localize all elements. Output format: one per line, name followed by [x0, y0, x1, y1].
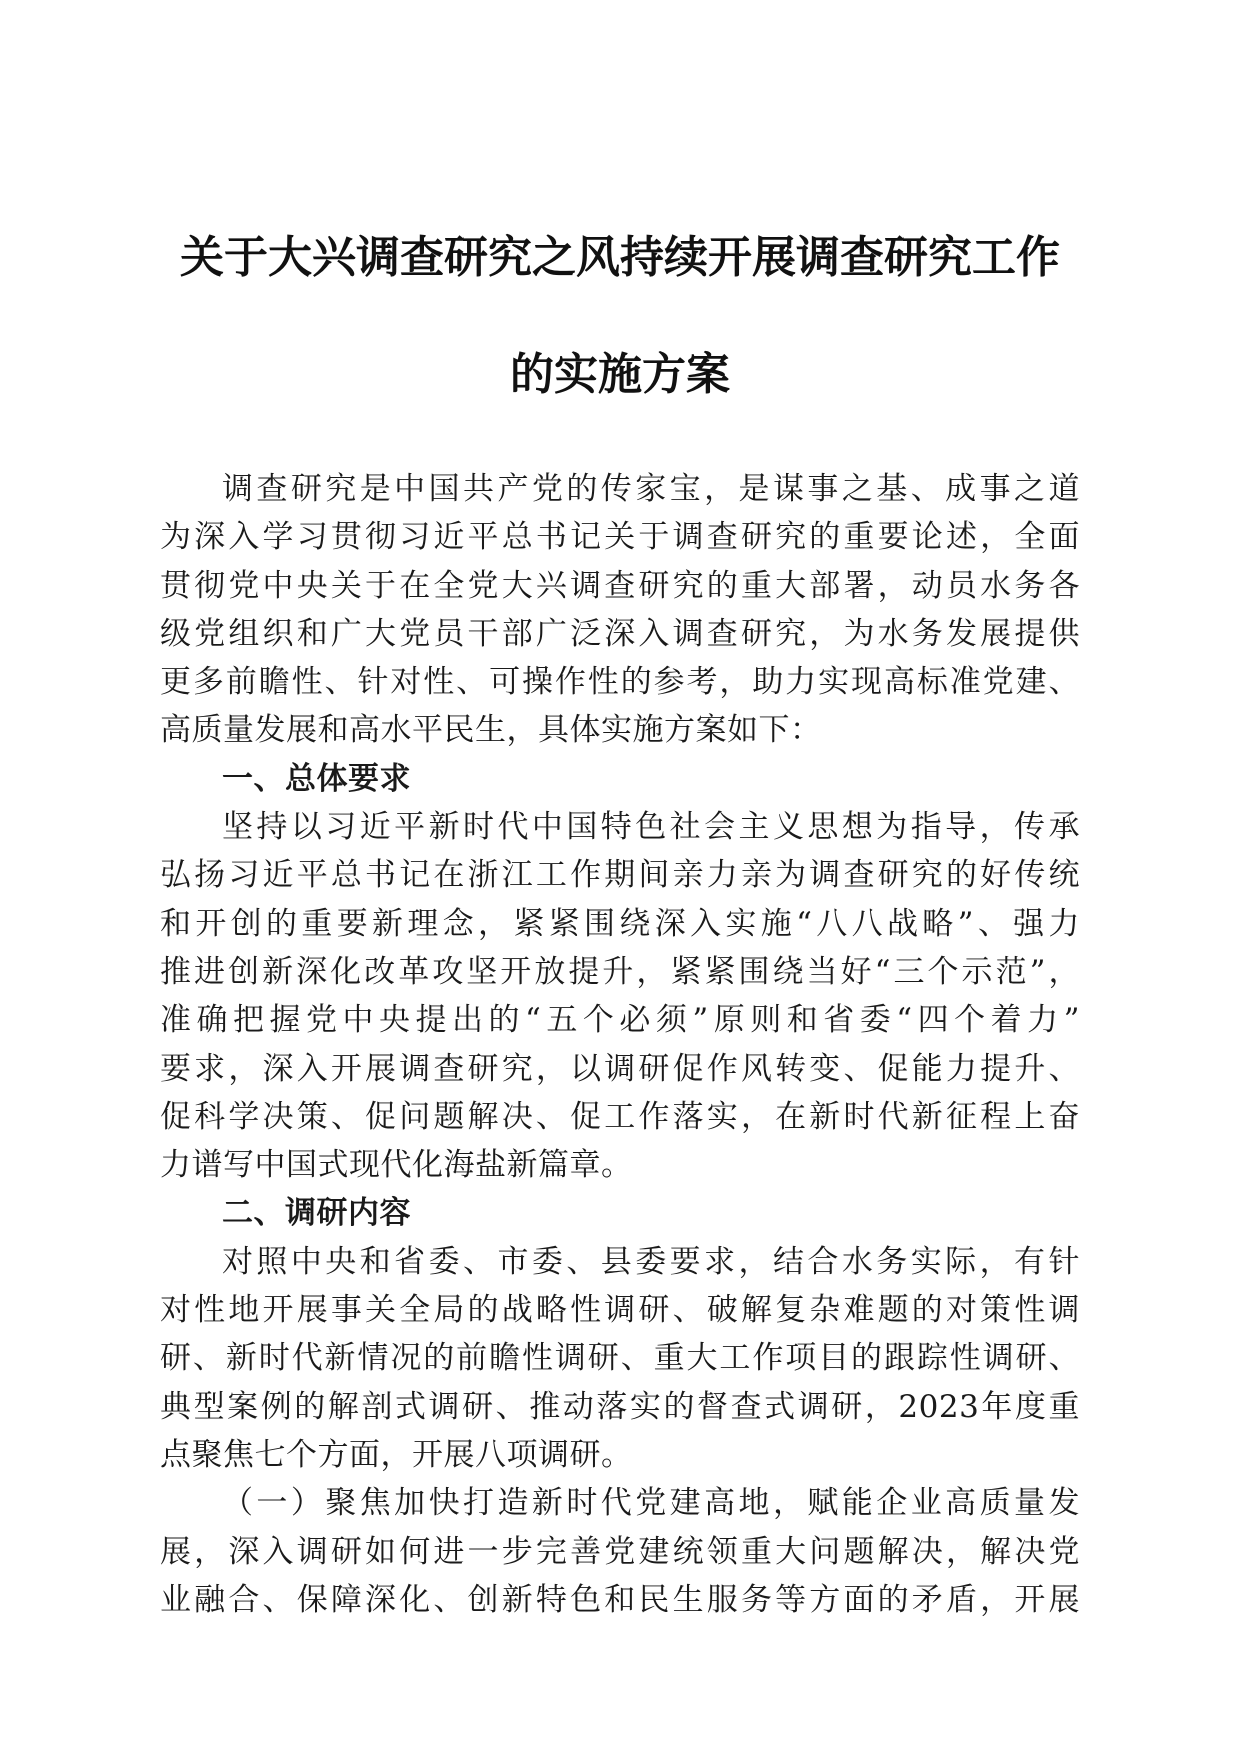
paragraph-line: 典型案例的解剖式调研、推动落实的督查式调研，2023年度重 — [160, 1388, 1080, 1425]
paragraph-line: 力谱写中国式现代化海盐新篇章。 — [160, 1147, 633, 1184]
paragraph-line: 弘扬习近平总书记在浙江工作期间亲力亲为调查研究的好传统 — [160, 857, 1080, 894]
document-title-line-2: 的实施方案 — [510, 349, 730, 400]
paragraph-line: 推进创新深化改革攻坚开放提升，紧紧围绕当好“三个示范”， — [160, 953, 1080, 990]
document-body — [160, 465, 1080, 1624]
document-title-line-1: 关于大兴调查研究之风持续开展调查研究工作 — [180, 232, 1060, 283]
paragraph-line: 研、新时代新情况的前瞻性调研、重大工作项目的跟踪性调研、 — [160, 1340, 1080, 1377]
paragraph-line: 展，深入调研如何进一步完善党建统领重大问题解决，解决党 — [160, 1533, 1080, 1570]
paragraph-line: 级党组织和广大党员干部广泛深入调查研究，为水务发展提供 — [160, 615, 1080, 652]
paragraph-line: 业融合、保障深化、创新特色和民生服务等方面的矛盾，开展 — [160, 1581, 1080, 1618]
paragraph-line: 更多前瞻性、针对性、可操作性的参考，助力实现高标准党建、 — [160, 664, 1080, 701]
paragraph-line: 调查研究是中国共产党的传家宝，是谋事之基、成事之道 — [222, 471, 1080, 507]
section-heading: 二、调研内容 — [222, 1195, 411, 1232]
paragraph-line: 坚持以习近平新时代中国特色社会主义思想为指导，传承 — [222, 809, 1080, 846]
paragraph-line: （一）聚焦加快打造新时代党建高地，赋能企业高质量发 — [222, 1485, 1080, 1522]
paragraph-line: 对性地开展事关全局的战略性调研、破解复杂难题的对策性调 — [160, 1292, 1080, 1329]
paragraph-line: 贯彻党中央关于在全党大兴调查研究的重大部署，动员水务各 — [160, 567, 1080, 604]
paragraph-line: 高质量发展和高水平民生，具体实施方案如下： — [160, 712, 822, 749]
section-heading: 一、总体要求 — [222, 760, 411, 797]
paragraph-line: 和开创的重要新理念，紧紧围绕深入实施“八八战略”、强力 — [160, 905, 1080, 942]
paragraph-line: 对照中央和省委、市委、县委要求，结合水务实际，有针 — [222, 1243, 1080, 1280]
paragraph-line: 点聚焦七个方面，开展八项调研。 — [160, 1436, 633, 1473]
paragraph-line: 促科学决策、促问题解决、促工作落实，在新时代新征程上奋 — [160, 1098, 1080, 1135]
paragraph-line: 要求，深入开展调查研究，以调研促作风转变、促能力提升、 — [160, 1050, 1080, 1087]
paragraph-line: 为深入学习贯彻习近平总书记关于调查研究的重要论述，全面 — [160, 519, 1080, 556]
paragraph-line: 准确把握党中央提出的“五个必须”原则和省委“四个着力” — [160, 1002, 1080, 1039]
